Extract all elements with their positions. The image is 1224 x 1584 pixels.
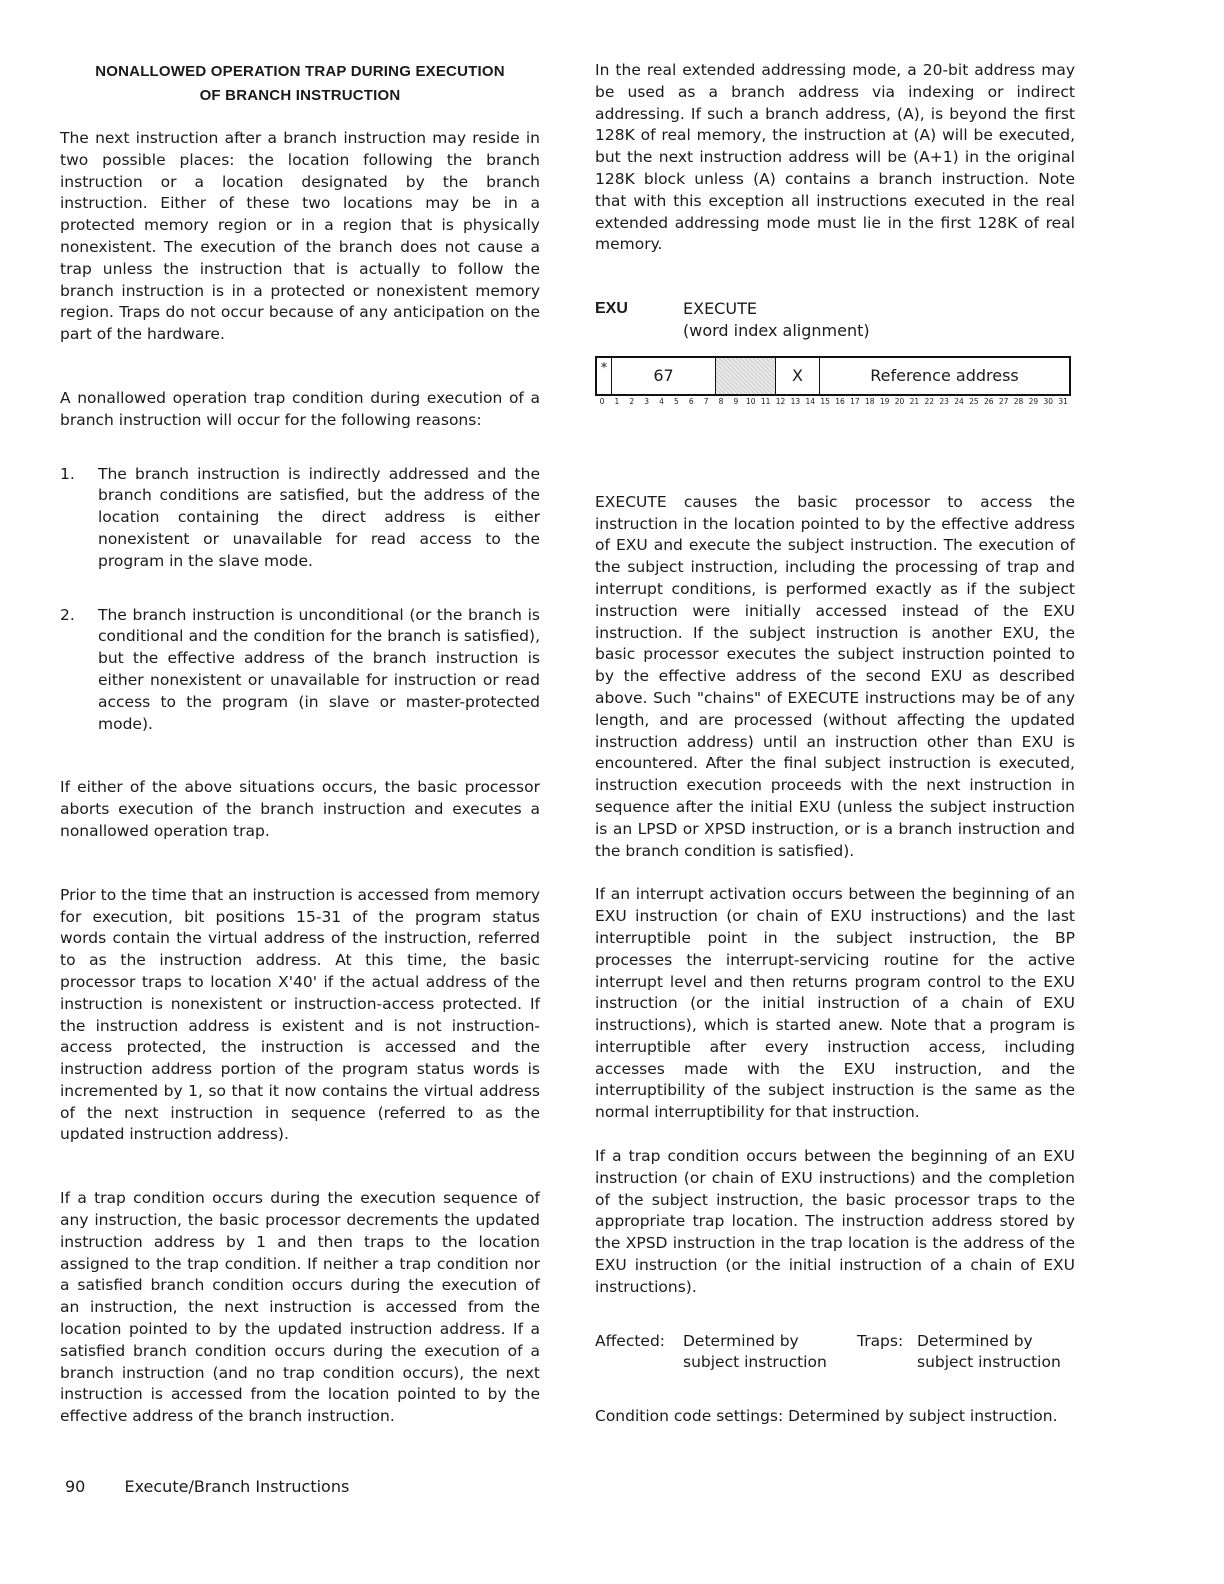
bit-label: 9 [733, 396, 739, 406]
paragraph-trap-sequence: If a trap condition occurs during the execution sequence of any instruction, the basic processor decrements the updated instruction address by 1 and then traps to the location assigned to the trap condition. If neither a trap condition nor a satisfied branch condition occurs during the execution of an instruction, the next instruction is accessed from the location pointed to by the updated instruction address. If a satisfied branch condition occurs during the execution of a branch instruction (and no trap condition occurs), the next instruction is accessed from the location pointed to by the effective address of the branch instruction. [60, 1189, 540, 1426]
list-number: 1. [60, 464, 75, 483]
reference-address-field: Reference address [870, 365, 1019, 385]
unused-shaded-field [716, 358, 776, 394]
paragraph-interrupt: If an interrupt activation occurs between the beginning of an EXU instruction (or chain of EXU instructions) and the last interruptible point in the subject instruction, the BP processes the interrupt-servicing routine for the active interrupt level and then returns program control to the EXU instruction (or the initial instruction of a chain of EXU instructions), which is started anew. Note that a program is interruptible after every instruction access, including accesses made with the EXU instruction, and the interruptibility of the subject instruction is the same as the normal interruptibility for that instruction. [595, 885, 1075, 1122]
paragraph-execute-description: EXECUTE causes the basic processor to access the instruction in the location pointed to by the effective address of EXU and execute the subject instruction. The execution of the subject instruction, including the processing of trap and interrupt conditions, is performed exactly as if the subject instruction were initially accessed instead of the EXU instruction. If the subject instruction is another EXU, the basic processor executes the subject instruction pointed to by the effective address of the second EXU as described above. Such "chains" of EXECUTE instructions may be of any length, and are processed (without affecting the updated instruction address) until an instruction other than EXU is encountered. After the final subject instruction is executed, instruction execution proceeds with the next instruction in sequence after the initial EXU (unless the subject instruction is an LPSD or XPSD instruction, or is a branch instruction and the branch condition is satisfied). [595, 492, 1075, 860]
bit-label: 11 [760, 396, 771, 406]
list-item [60, 605, 540, 736]
bit-label: 31 [1058, 396, 1068, 406]
instruction-name: EXECUTE [683, 299, 757, 319]
bit-label: 27 [998, 396, 1009, 406]
bit-label: 26 [983, 396, 994, 406]
page-footer [65, 1476, 349, 1498]
bit-label: 8 [718, 396, 724, 406]
bit-label: 15 [820, 396, 830, 406]
condition-code-settings: Condition code settings: Determined by subject instruction. [595, 1407, 1058, 1426]
right-column [595, 60, 1075, 1428]
opcode-field: 67 [612, 358, 716, 394]
bit-label: 3 [644, 396, 650, 406]
bit-label: 6 [688, 396, 694, 406]
traps-value-line-1: Determined by [917, 1331, 1033, 1350]
bit-label: 14 [805, 396, 816, 406]
bit-label: 0 [599, 396, 605, 406]
bit-label: 28 [1013, 396, 1024, 406]
paragraph-abort: If either of the above situations occurs, the basic processor aborts execution of the branch instruction and executes a nonallowed operation trap. [60, 778, 540, 840]
bit-label: 22 [924, 396, 935, 406]
affected-traps-block [595, 1331, 1075, 1375]
bit-label: 4 [659, 396, 664, 406]
bit-label: 17 [850, 396, 860, 406]
paragraph-real-extended: In the real extended addressing mode, a 20-bit address may be used as a branch address via indexing or indirect addressing. If such a branch address, (A), is beyond the first 128K of real memory, the instruction at (A) will be executed, but the next instruction address will be (A+1) in the original 128K block unless (A) contains a branch instruction. Note that with this exception all instructions executed in the real extended addressing mode must lie in the first 128K of real memory. [595, 61, 1075, 254]
page-number: 90 [65, 1477, 86, 1496]
bit-label: 10 [745, 396, 756, 406]
indirect-bit-field: * [597, 358, 612, 394]
bit-label: 30 [1043, 396, 1054, 406]
left-column [60, 60, 540, 1428]
bit-label: 25 [969, 396, 979, 406]
bit-label: 12 [775, 396, 786, 406]
list-number: 2. [60, 605, 75, 624]
bit-label: 23 [939, 396, 949, 406]
paragraph-trap-reasons: A nonallowed operation trap condition during execution of a branch instruction will occur for the following reasons: [60, 388, 540, 429]
bit-label: 19 [879, 396, 890, 406]
affected-label: Affected: [595, 1331, 666, 1350]
bit-label: 18 [864, 396, 875, 406]
bit-label: 5 [673, 396, 679, 406]
affected-value-line-1: Determined by [683, 1331, 799, 1350]
section-heading [60, 60, 540, 108]
list-text: The branch instruction is unconditional (or the branch is conditional and the condition for the branch is satisfied), but the effective address of the branch instruction is either nonexistent or unavailable for instruction or read access to the program (in slave or master-protected mode). [98, 605, 540, 733]
bit-label: 13 [790, 396, 801, 406]
instruction-format-diagram [595, 356, 1071, 396]
heading-line-2: OF BRANCH INSTRUCTION [199, 87, 401, 104]
paragraph-instruction-address: Prior to the time that an instruction is accessed from memory for execution, bit positions 15-31 of the program status words contain the virtual address of the instruction, referred to as the instruction address. At this time, the basic processor traps to location X'40' if the actual address of the instruction is nonexistent or instruction-access protected. If the instruction address is existent and is not instruction-access protected, the instruction is accessed and the instruction address portion of the program status words is incremented by 1, so that it now contains the virtual address of the next instruction in sequence (referred to as the updated instruction address). [60, 885, 540, 1144]
instruction-header [595, 298, 1075, 342]
heading-line-1: NONALLOWED OPERATION TRAP DURING EXECUTION [95, 63, 505, 80]
traps-value-line-2: subject instruction [917, 1353, 1061, 1372]
bit-label: 2 [629, 396, 635, 406]
paragraph-trap-condition: If a trap condition occurs between the beginning of an EXU instruction (or chain of EXU instructions) and the completion of the subject instruction, the basic processor traps to the appropriate trap location. The instruction address stored by the XPSD instruction in the trap location is the address of the EXU instruction (or the initial instruction of a chain of EXU instructions). [595, 1147, 1075, 1296]
bit-label: 1 [614, 396, 620, 406]
traps-label: Traps: [857, 1331, 904, 1350]
list-item [60, 464, 540, 573]
index-field: X [776, 358, 820, 394]
bit-label: 20 [894, 396, 905, 406]
bit-label: 29 [1028, 396, 1039, 406]
instruction-mnemonic: EXU [595, 300, 628, 318]
paragraph-branch-location: The next instruction after a branch instruction may reside in two possible places: the location following the branch instruction or a location designated by the branch instruction. Either of these two locations may be in a protected memory region or in a region that is physically nonexistent. The execution of the branch does not cause a trap unless the instruction that is actually to follow the branch instruction is in a protected or nonexistent memory region. Traps do not occur because of any anticipation on the part of the hardware. [60, 129, 540, 344]
bit-label: 7 [703, 396, 709, 406]
bit-label: 16 [835, 396, 845, 406]
bit-label: 24 [954, 396, 964, 406]
instruction-subtitle: (word index alignment) [683, 320, 870, 340]
bit-label: 21 [909, 396, 920, 406]
list-text: The branch instruction is indirectly addressed and the branch conditions are satisfied, but the address of the location containing the direct address is either nonexistent or unavailable for read access to the program in the slave mode. [98, 464, 540, 570]
bit-position-scale [595, 396, 1071, 408]
affected-value-line-2: subject instruction [683, 1353, 827, 1372]
section-title: Execute/Branch Instructions [124, 1477, 350, 1496]
